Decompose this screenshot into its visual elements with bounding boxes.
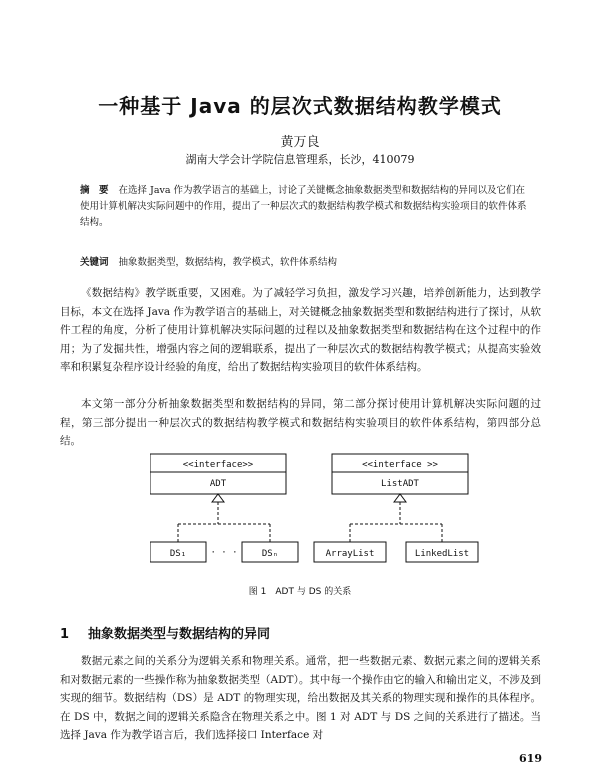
ellipsis: · · · — [210, 548, 238, 558]
intro-paragraph-1: 《数据结构》教学既重要，又困难。为了减轻学习负担，激发学习兴趣，培养创新能力，达到教学目标，本文在选择 Java 作为教学语言的基础上，对关键概念抽象数据类型和数据结构进行了探讨，从软件工程的角度，分析了使用计算机解决实际问题的过程以及抽象数据类型和数据结构在这个过程中的作用；为了发掘共性，增强内容之间的逻辑联系，提出了一种层次式的数据结构教学模式；从提高实验效率和积累复杂程序设计经验的角度，给出了数据结构实验项目的软件体系结构。 — [60, 287, 541, 374]
linkedlist-class-box — [406, 542, 478, 562]
keywords-label: 关键词 — [80, 257, 109, 268]
keywords — [80, 254, 530, 268]
abstract-label: 摘 要 — [80, 185, 109, 196]
abstract — [80, 183, 530, 231]
listadt-generalization-arrow — [394, 494, 406, 502]
arraylist-class-box — [314, 542, 386, 562]
uml-diagram — [150, 452, 480, 576]
paper-title: 一种基于 Java 的层次式数据结构教学模式 — [98, 94, 502, 118]
page-number: 619 — [519, 752, 542, 765]
section-number: 1 — [60, 627, 70, 642]
abstract-text: 在选择 Java 作为教学语言的基础上，讨论了关键概念抽象数据类型和数据结构的异同以及它们在使用计算机解决实际问题中的作用，提出了一种层次式的数据结构教学模式和数据结构实验项目的软件体系结构。 — [80, 185, 527, 228]
arraylist-label: ArrayList — [325, 549, 375, 559]
intro-paragraph-2: 本文第一部分分析抽象数据类型和数据结构的异同，第二部分探讨使用计算机解决实际问题的过程，第三部分提出一种层次式的数据结构教学模式和数据结构实验项目的软件体系结构，第四部分总结。 — [60, 398, 541, 448]
section-heading — [60, 623, 270, 642]
author-affiliation: 湖南大学会计学院信息管理系，长沙，410079 — [185, 153, 415, 166]
ds1-label: DS₁ — [169, 549, 187, 559]
author-name: 黄万良 — [280, 135, 320, 150]
dsn-class-box — [242, 542, 298, 562]
keywords-text: 抽象数据类型，数据结构，教学模式，软件体系结构 — [118, 257, 338, 268]
adt-stereotype: <<interface>> — [182, 460, 254, 470]
listadt-stereotype: <<interface >> — [362, 460, 438, 470]
adt-name: ADT — [209, 479, 227, 489]
adt-interface-box — [150, 454, 286, 494]
figure-caption: 图 1 ADT 与 DS 的关系 — [248, 587, 352, 597]
adt-generalization-arrow — [212, 494, 224, 502]
section-paragraph-1: 数据元素之间的关系分为逻辑关系和物理关系。通常，把一些数据元素、数据元素之间的逻辑关系和对数据元素的一些操作称为抽象数据类型（ADT）。其中每一个操作由它的输入和输出定义，不涉及到实现的细节。数据结构（DS）是 ADT 的物理实现，给出数据及其关系的物理实现和操作的具体程序。在 DS 中，数据之间的逻辑关系隐含在物理关系之中。图 1 对 ADT 与 DS 之间的关系进行了描述。当选择 Java 作为教学语言后，我们选择接口 Interface 对 — [60, 655, 541, 742]
section-title: 抽象数据类型与数据结构的异同 — [88, 627, 271, 642]
listadt-interface-box — [332, 454, 468, 494]
linkedlist-label: LinkedList — [414, 549, 470, 559]
dsn-label: DSₙ — [261, 549, 279, 559]
listadt-name: ListADT — [381, 479, 419, 489]
ds1-class-box — [150, 542, 206, 562]
